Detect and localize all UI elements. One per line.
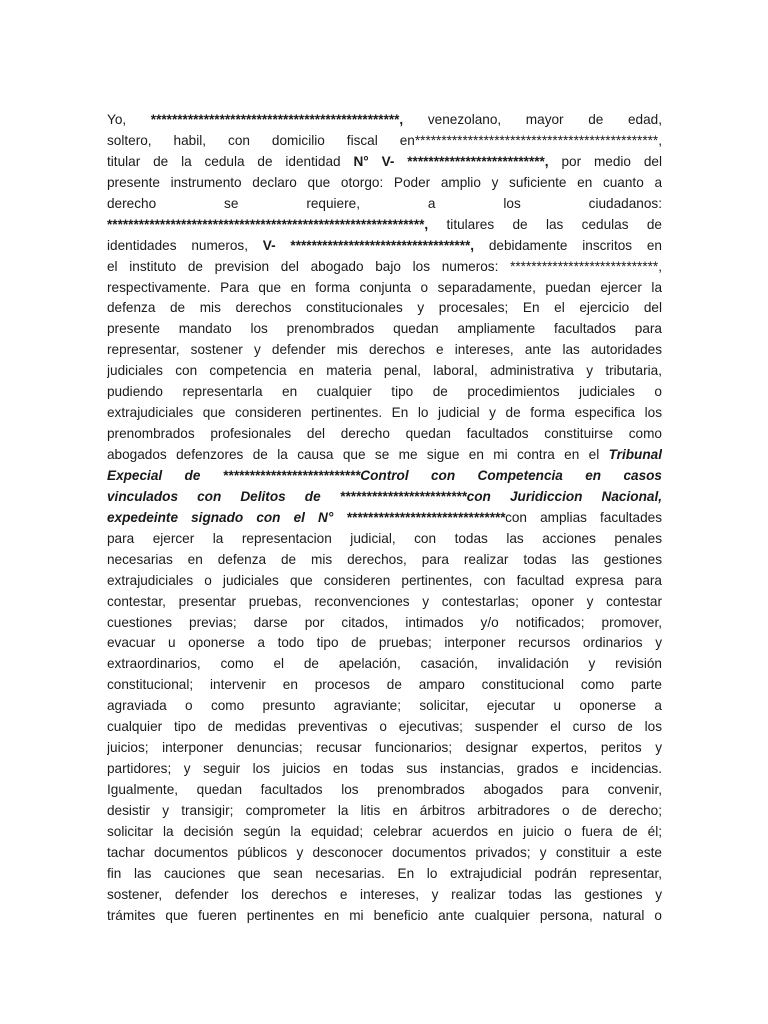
text-segment: V- **********************************, xyxy=(262,237,475,253)
text-line xyxy=(107,906,662,927)
text-segment: partidores; y seguir los juicios en todas sus instancias, grados e incidencias. xyxy=(107,761,662,777)
text-segment: judiciales con competencia en materia penal, laboral, administrativa y tributaria, xyxy=(107,363,662,379)
text-segment: solicitar la decisión según la equidad; celebrar acuerdos en juicio o fuera de él; xyxy=(107,823,662,839)
text-line xyxy=(107,633,662,654)
text-segment: Tribunal xyxy=(608,447,662,462)
text-line xyxy=(107,613,662,634)
text-line xyxy=(107,466,662,487)
text-segment: extraordinarios, como el de apelación, casación, invalidación y revisión xyxy=(107,656,662,672)
text-line xyxy=(107,403,662,424)
text-line xyxy=(107,131,662,152)
text-segment: evacuar u oponerse a todo tipo de pruebas; interponer recursos ordinarios y xyxy=(107,635,662,651)
text-line xyxy=(107,508,662,529)
text-line xyxy=(107,717,662,738)
text-line xyxy=(107,424,662,445)
text-segment: prenombrados profesionales del derecho quedan facultados constituirse como xyxy=(107,426,662,442)
text-segment: expedeinte signado con el N° ****************************** xyxy=(107,509,506,525)
text-segment: extrajudiciales o judiciales que consideren pertinentes, con facultad expresa para xyxy=(107,572,662,588)
text-segment: N° V- **************************, xyxy=(353,153,549,169)
text-segment: pudiendo representarla en cualquier tipo de procedimientos judiciales o xyxy=(107,384,662,400)
text-segment: soltero, habil, con domicilio fiscal en**********************************************, xyxy=(107,132,662,148)
text-segment: contestar, presentar pruebas, reconvenciones y contestarlas; oponer y contestar xyxy=(107,593,662,609)
text-line xyxy=(107,361,662,382)
text-line xyxy=(107,319,662,340)
text-segment: necesarias en defenza de mis derechos, para realizar todas las gestiones xyxy=(107,551,662,567)
text-line xyxy=(107,675,662,696)
text-line xyxy=(107,487,662,508)
text-segment: cuestiones previas; darse por citados, intimados y/o notificados; promover, xyxy=(107,614,662,630)
text-line xyxy=(107,759,662,780)
text-segment: titular de la cedula de identidad xyxy=(107,153,354,169)
text-segment: por medio del xyxy=(548,153,662,169)
text-segment: venezolano, mayor de edad, xyxy=(403,112,662,127)
text-segment: titulares de las cedulas de xyxy=(428,216,662,232)
text-segment: tachar documentos públicos y desconocer documentos privados; y constituir a este xyxy=(107,844,662,860)
text-line xyxy=(107,738,662,759)
text-line xyxy=(107,173,662,194)
text-segment: agraviada o como presunto agraviante; solicitar, ejecutar u oponerse a xyxy=(107,698,662,714)
text-line xyxy=(107,110,662,131)
text-line xyxy=(107,445,662,466)
text-segment: vinculados con Delitos de ************************con Juridiccion Nacional, xyxy=(107,488,662,504)
text-segment: el instituto de prevision del abogado bajo los numeros: ****************************, xyxy=(107,258,662,274)
text-segment: abogados defenzores de la causa que se me sigue en mi contra en el xyxy=(107,447,609,462)
text-segment: presente mandato los prenombrados quedan ampliamente facultados para xyxy=(107,321,662,337)
text-line xyxy=(107,257,662,278)
text-segment: fin las cauciones que sean necesarias. En lo extrajudicial podrán representar, xyxy=(107,865,662,881)
text-line xyxy=(107,550,662,571)
text-line xyxy=(107,843,662,864)
text-segment: con amplias facultades xyxy=(505,509,662,525)
text-segment: ************************************************************, xyxy=(107,216,429,232)
text-line xyxy=(107,298,662,319)
text-line xyxy=(107,571,662,592)
text-segment: Yo, xyxy=(107,112,151,127)
text-segment: debidamente inscritos en xyxy=(474,237,662,253)
text-segment: para ejercer la representacion judicial, con todas las acciones penales xyxy=(107,530,662,546)
text-line xyxy=(107,885,662,906)
document-body xyxy=(107,110,662,927)
text-line xyxy=(107,215,662,236)
text-segment: trámites que fueren pertinentes en mi beneficio ante cualquier persona, natural o xyxy=(107,907,662,923)
text-line xyxy=(107,780,662,801)
text-segment: desistir y transigir; comprometer la litis en árbitros arbitradores o de derecho; xyxy=(107,802,662,818)
text-segment: identidades numeros, xyxy=(107,237,263,253)
text-segment: Igualmente, quedan facultados los prenombrados abogados para convenir, xyxy=(107,782,662,797)
text-segment: juicios; interponer denuncias; recusar funcionarios; designar expertos, peritos y xyxy=(107,740,662,756)
text-line xyxy=(107,529,662,550)
text-segment: representar, sostener y defender mis derechos e intereses, ante las autoridades xyxy=(107,342,662,358)
text-segment: constitucional; intervenir en procesos de amparo constitucional como parte xyxy=(107,677,662,693)
text-line xyxy=(107,864,662,885)
text-line xyxy=(107,278,662,299)
text-line xyxy=(107,696,662,717)
text-line xyxy=(107,236,662,257)
text-segment: ***********************************************, xyxy=(150,112,404,127)
text-line xyxy=(107,382,662,403)
text-line xyxy=(107,822,662,843)
text-line xyxy=(107,654,662,675)
text-segment: extrajudiciales que consideren pertinentes. En lo judicial y de forma especifica los xyxy=(107,405,662,421)
text-line xyxy=(107,592,662,613)
text-segment: Expecial de **************************Control con Competencia en casos xyxy=(107,467,662,483)
text-segment: derecho se requiere, a los ciudadanos: xyxy=(107,195,662,211)
text-segment: respectivamente. Para que en forma conjunta o separadamente, puedan ejercer la xyxy=(107,279,662,295)
text-line xyxy=(107,340,662,361)
text-segment: sostener, defender los derechos e intereses, y realizar todas las gestiones y xyxy=(107,886,662,902)
text-segment: cualquier tipo de medidas preventivas o ejecutivas; suspender el curso de los xyxy=(107,719,662,735)
text-line xyxy=(107,152,662,173)
text-segment: presente instrumento declaro que otorgo: Poder amplio y suficiente en cuanto a xyxy=(107,174,662,190)
text-line xyxy=(107,194,662,215)
text-segment: defenza de mis derechos constitucionales y procesales; En el ejercicio del xyxy=(107,300,662,316)
text-line xyxy=(107,801,662,822)
